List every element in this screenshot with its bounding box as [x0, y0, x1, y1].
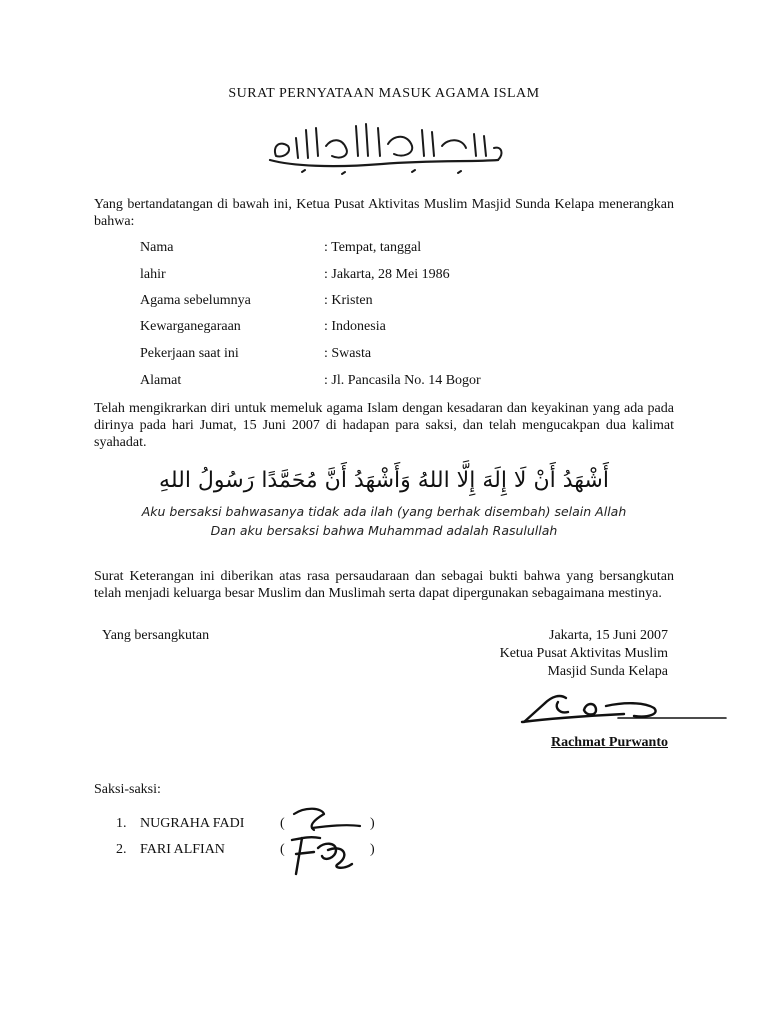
- shahada-translation-line2: Dan aku bersaksi bahwa Muhammad adalah Rasulullah: [210, 523, 558, 538]
- shahada-translation-line1: Aku bersaksi bahwasanya tidak ada ilah (yang berhak disembah) selain Allah: [141, 504, 627, 519]
- witness-number-2: 2.: [116, 842, 127, 857]
- signer-signature-icon: [514, 688, 730, 728]
- witness-number-1: 1.: [116, 816, 127, 831]
- field-value-kewarganegaraan: : Indonesia: [324, 319, 386, 334]
- witness-paren-close-1: ): [370, 816, 375, 831]
- field-label-pekerjaan: Pekerjaan saat ini: [140, 346, 239, 361]
- field-value-lahir: : Jakarta, 28 Mei 1986: [324, 267, 450, 282]
- field-label-agama: Agama sebelumnya: [140, 293, 251, 308]
- field-value-alamat: : Jl. Pancasila No. 14 Bogor: [324, 373, 481, 388]
- witness-paren-open-2: (: [280, 842, 285, 857]
- field-label-lahir: lahir: [140, 267, 166, 282]
- signature-org-line2: Masjid Sunda Kelapa: [547, 664, 668, 679]
- shahada-arabic: أَشْهَدُ أَنْ لَا إِلَهَ إِلَّا اللهُ وَأَشْهَدُ أَنَّ مُحَمَّدًا رَسُولُ اللهِ: [159, 468, 609, 493]
- witness-signature-2-icon: [288, 830, 358, 882]
- signature-place-date: Jakarta, 15 Juni 2007: [549, 628, 668, 643]
- field-label-alamat: Alamat: [140, 373, 182, 388]
- closing-paragraph: Surat Keterangan ini diberikan atas rasa persaudaraan dan sebagai bukti bahwa yang bersangkutan telah menjadi keluarga besar Muslim dan Muslimah serta dapat dipergunakan sebagaimana mestinya.: [94, 569, 674, 601]
- signer-name: Rachmat Purwanto: [550, 735, 668, 750]
- witness-name-2: FARI ALFIAN: [140, 842, 225, 857]
- witness-name-1: NUGRAHA FADI: [140, 816, 245, 831]
- witness-paren-close-2: ): [370, 842, 375, 857]
- field-label-kewarganegaraan: Kewarganegaraan: [140, 319, 241, 334]
- basmalah-icon: [262, 116, 510, 180]
- field-value-nama: : Tempat, tanggal: [324, 240, 422, 255]
- witnesses-heading: Saksi-saksi:: [94, 782, 161, 797]
- witness-paren-open-1: (: [280, 816, 285, 831]
- signature-org-line1: Ketua Pusat Aktivitas Muslim: [499, 646, 668, 661]
- declaration-paragraph: Telah mengikrarkan diri untuk memeluk agama Islam dengan kesadaran dan keyakinan yang ada pada dirinya pada hari Jumat, 15 Juni 2007 di hadapan para saksi, dan telah mengucakpan dua kalimat syahadat.: [94, 401, 674, 450]
- page-title: SURAT PERNYATAAN MASUK AGAMA ISLAM: [228, 86, 540, 101]
- field-value-agama: : Kristen: [324, 293, 373, 308]
- intro-paragraph: Yang bertandatangan di bawah ini, Ketua Pusat Aktivitas Muslim Masjid Sunda Kelapa menerangkan bahwa:: [94, 197, 674, 229]
- field-label-nama: Nama: [140, 240, 174, 255]
- field-value-pekerjaan: : Swasta: [324, 346, 372, 361]
- signature-left-label: Yang bersangkutan: [102, 628, 210, 643]
